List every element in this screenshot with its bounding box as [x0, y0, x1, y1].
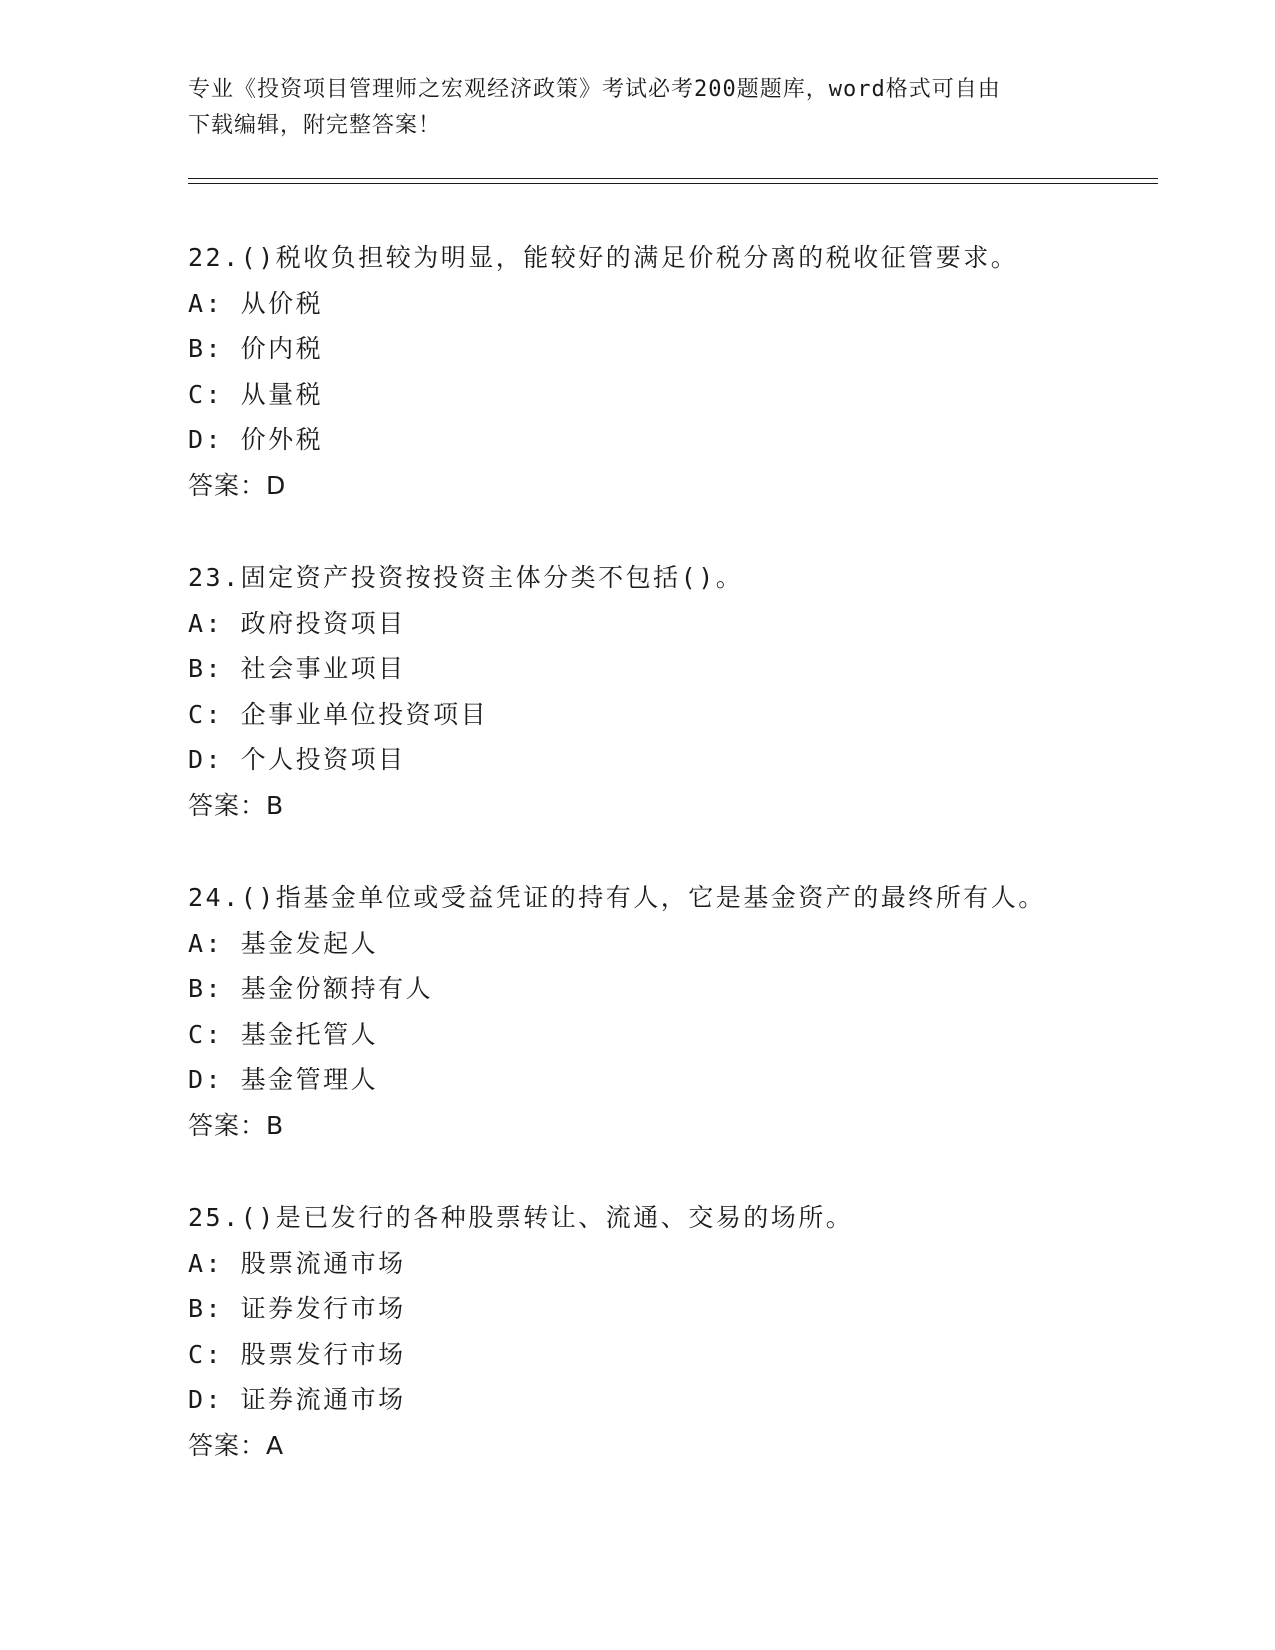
option-letter: B:	[188, 334, 224, 363]
option-letter: C:	[188, 379, 224, 409]
question-25	[188, 1195, 1168, 1515]
option-text: 价外税	[240, 425, 324, 454]
option-letter: B:	[188, 974, 224, 1003]
header-divider-top	[188, 178, 1158, 179]
option-text: 基金托管人	[240, 1019, 379, 1049]
document-intro	[188, 72, 1088, 144]
answer-line: 答案：A	[188, 1430, 285, 1460]
option-c	[188, 1332, 1168, 1378]
option-text: 股票发行市场	[240, 1339, 406, 1369]
intro-line-1: 专业《投资项目管理师之宏观经济政策》考试必考200题题库，word格式可自由	[188, 77, 1001, 102]
option-letter: C:	[188, 1019, 224, 1049]
option-c	[188, 1012, 1168, 1058]
question-stem: 23.固定资产投资按投资主体分类不包括()。	[188, 563, 744, 592]
option-letter: D:	[188, 425, 224, 454]
option-text: 企事业单位投资项目	[240, 699, 489, 729]
option-a	[188, 1241, 1168, 1287]
option-letter: A:	[188, 928, 224, 958]
option-letter: A:	[188, 608, 224, 638]
option-b	[188, 646, 1168, 692]
question-stem: 22.()税收负担较为明显，能较好的满足价税分离的税收征管要求。	[188, 243, 1019, 272]
option-letter: A:	[188, 288, 224, 318]
option-d	[188, 737, 1168, 783]
option-letter: C:	[188, 1339, 224, 1369]
option-letter: B:	[188, 654, 224, 683]
intro-line-2: 下载编辑，附完整答案！	[188, 113, 442, 138]
question-23	[188, 555, 1168, 875]
option-text: 政府投资项目	[240, 608, 406, 638]
option-c	[188, 372, 1168, 418]
question-22	[188, 235, 1168, 555]
question-list	[188, 235, 1168, 1515]
option-text: 从量税	[240, 379, 324, 409]
option-letter: C:	[188, 699, 224, 729]
option-letter: B:	[188, 1294, 224, 1323]
option-d	[188, 417, 1168, 463]
answer-line: 答案：B	[188, 790, 285, 820]
question-stem: 25.()是已发行的各种股票转让、流通、交易的场所。	[188, 1203, 854, 1232]
option-letter: D:	[188, 1385, 224, 1414]
option-letter: D:	[188, 745, 224, 774]
option-letter: D:	[188, 1065, 224, 1094]
option-text: 基金份额持有人	[240, 974, 434, 1003]
option-d	[188, 1377, 1168, 1423]
option-text: 基金发起人	[240, 928, 379, 958]
option-text: 社会事业项目	[240, 654, 406, 683]
option-letter: A:	[188, 1248, 224, 1278]
option-a	[188, 601, 1168, 647]
option-a	[188, 921, 1168, 967]
option-text: 证券流通市场	[240, 1385, 406, 1414]
option-a	[188, 281, 1168, 327]
answer-line: 答案：D	[188, 470, 287, 500]
option-b	[188, 966, 1168, 1012]
option-text: 从价税	[240, 288, 324, 318]
option-text: 基金管理人	[240, 1065, 379, 1094]
option-text: 股票流通市场	[240, 1248, 406, 1278]
option-b	[188, 1286, 1168, 1332]
option-text: 价内税	[240, 334, 324, 363]
option-text: 证券发行市场	[240, 1294, 406, 1323]
question-stem: 24.()指基金单位或受益凭证的持有人，它是基金资产的最终所有人。	[188, 883, 1046, 912]
answer-line: 答案：B	[188, 1110, 285, 1140]
header-divider-bottom	[188, 183, 1158, 184]
option-d	[188, 1057, 1168, 1103]
option-text: 个人投资项目	[240, 745, 406, 774]
option-c	[188, 692, 1168, 738]
option-b	[188, 326, 1168, 372]
question-24	[188, 875, 1168, 1195]
